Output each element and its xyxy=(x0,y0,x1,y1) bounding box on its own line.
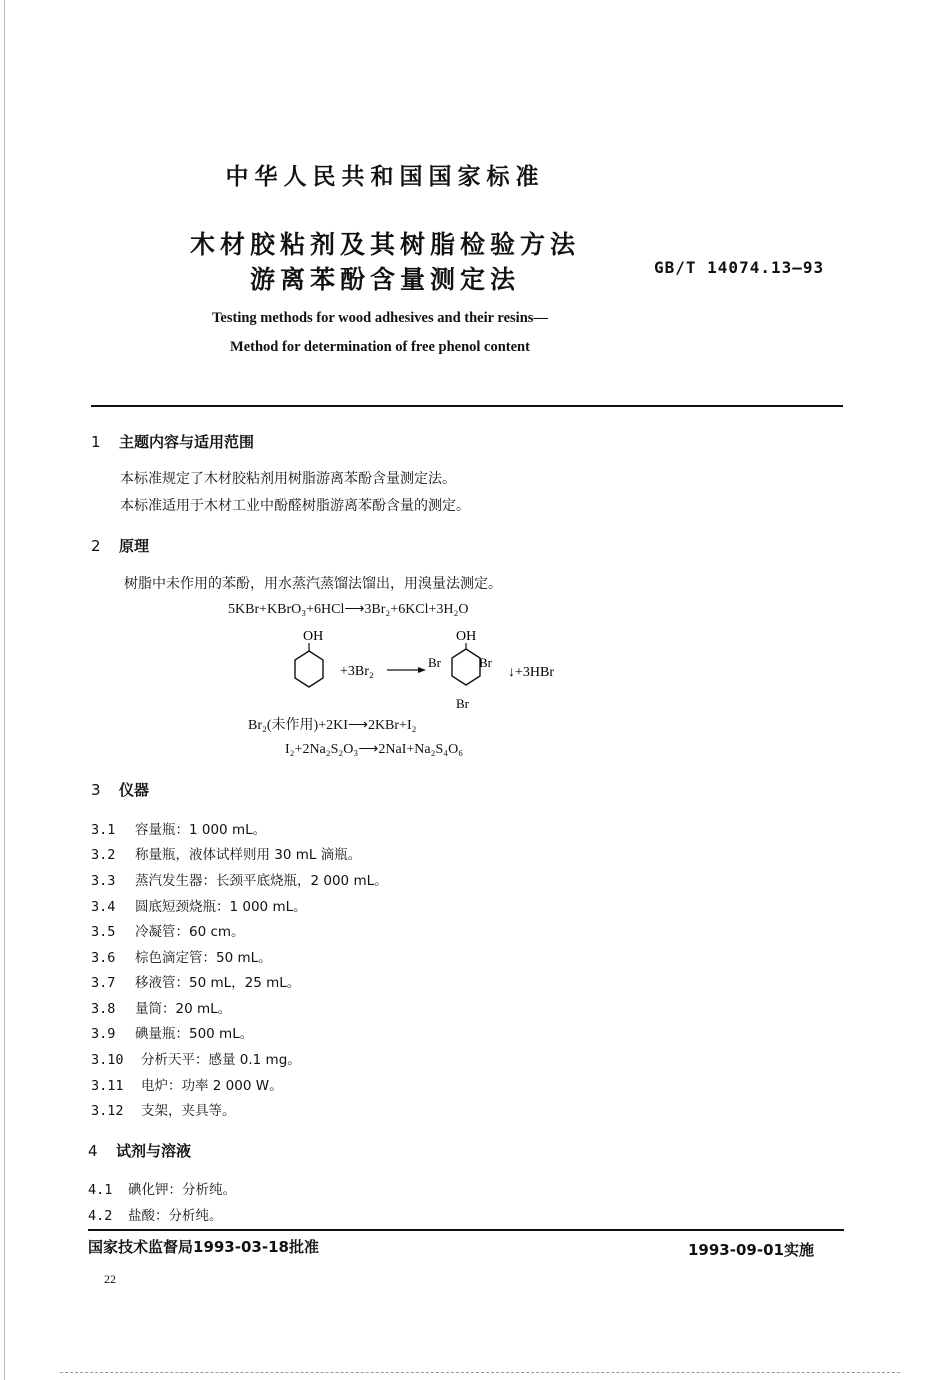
item-text: 分析天平：感量 0.1 mg。 xyxy=(141,1052,301,1068)
oh-right-label: OH xyxy=(456,629,477,644)
item-number: 3.7 xyxy=(91,975,116,991)
title-en-line2: Method for determination of free phenol content xyxy=(230,339,530,355)
section-3-heading xyxy=(91,779,149,800)
list-item xyxy=(91,843,361,863)
equation-3: Br₂(未作用)+2KI⟶2KBr+I₂ xyxy=(248,718,417,733)
plus-bromine: +3Br₂ xyxy=(340,664,374,679)
equation-1: 5KBr+KBrO₃+6HCl⟶3Br₂+6KCl+3H₂O xyxy=(228,602,469,617)
item-number: 3.5 xyxy=(91,924,116,940)
list-item xyxy=(91,971,300,991)
item-number: 3.8 xyxy=(91,1001,116,1017)
bromination-reaction-diagram xyxy=(270,620,590,715)
item-number: 3.9 xyxy=(91,1026,116,1042)
section-title: 试剂与溶液 xyxy=(116,1142,192,1160)
item-text: 棕色滴定管：50 mL。 xyxy=(135,950,272,966)
benzene-ring-left xyxy=(295,651,323,687)
list-item xyxy=(91,997,231,1017)
section-title: 主题内容与适用范围 xyxy=(119,433,255,451)
section-number: 3 xyxy=(91,781,101,799)
item-text: 称量瓶，液体试样则用 30 mL 滴瓶。 xyxy=(135,847,362,863)
item-text: 盐酸：分析纯。 xyxy=(128,1208,223,1224)
title-en-line1: Testing methods for wood adhesives and their resins— xyxy=(212,310,548,326)
title-cn-line1: 木材胶粘剂及其树脂检验方法 xyxy=(189,230,580,259)
section-number: 4 xyxy=(88,1142,98,1160)
section-1-para-1: 本标准规定了木材胶粘剂用树脂游离苯酚含量测定法。 xyxy=(120,471,456,487)
standard-code: GB/T 14074.13—93 xyxy=(654,258,825,277)
list-item xyxy=(88,1178,236,1198)
section-1-para-2: 本标准适用于木材工业中酚醛树脂游离苯酚含量的测定。 xyxy=(120,498,470,514)
list-item xyxy=(91,869,388,889)
national-standard-heading: 中华人民共和国国家标准 xyxy=(225,164,545,190)
list-item xyxy=(91,818,266,838)
list-item xyxy=(91,895,307,915)
item-number: 4.2 xyxy=(88,1208,113,1224)
list-item xyxy=(91,1022,253,1042)
item-text: 移液管：50 mL，25 mL。 xyxy=(135,975,301,991)
approval-date: 国家技术监督局1993-03-18批准 xyxy=(88,1238,319,1256)
item-text: 蒸汽发生器：长颈平底烧瓶，2 000 mL。 xyxy=(135,873,388,889)
item-number: 3.1 xyxy=(91,822,116,838)
list-item xyxy=(91,1074,283,1094)
title-cn-line2: 游离苯酚含量测定法 xyxy=(249,265,520,294)
benzene-ring-right xyxy=(452,649,480,685)
item-number: 4.1 xyxy=(88,1182,113,1198)
header-divider xyxy=(91,405,843,407)
item-number: 3.10 xyxy=(91,1052,124,1068)
section-1-heading xyxy=(91,431,254,452)
br-left-label: Br xyxy=(428,655,441,670)
page-number: 22 xyxy=(104,1272,116,1286)
item-text: 量筒：20 mL。 xyxy=(135,1001,232,1017)
item-text: 圆底短颈烧瓶：1 000 mL。 xyxy=(135,899,307,915)
item-number: 3.11 xyxy=(91,1078,124,1094)
section-number: 1 xyxy=(91,433,101,451)
item-number: 3.2 xyxy=(91,847,116,863)
item-number: 3.3 xyxy=(91,873,116,889)
equation-4: I₂+2Na₂S₂O₃⟶2NaI+Na₂S₄O₆ xyxy=(285,742,464,757)
item-text: 碘化钾：分析纯。 xyxy=(128,1182,236,1198)
section-4-heading xyxy=(88,1140,191,1161)
section-title: 仪器 xyxy=(119,781,150,799)
section-2-heading xyxy=(91,535,149,556)
section-number: 2 xyxy=(91,537,101,555)
br-bottom-label: Br xyxy=(456,696,469,711)
item-text: 冷凝管：60 cm。 xyxy=(135,924,245,940)
section-2-para: 树脂中未作用的苯酚，用水蒸汽蒸馏法馏出，用溴量法测定。 xyxy=(124,576,502,592)
item-text: 容量瓶：1 000 mL。 xyxy=(135,822,267,838)
list-item xyxy=(88,1204,223,1224)
oh-left-label: OH xyxy=(303,629,324,644)
br-right-label: Br xyxy=(479,655,492,670)
item-text: 碘量瓶：500 mL。 xyxy=(135,1026,254,1042)
list-item xyxy=(91,1048,301,1068)
scan-edge xyxy=(4,0,5,1380)
item-text: 支架，夹具等。 xyxy=(141,1103,236,1119)
reaction-arrow-head xyxy=(418,667,426,673)
item-number: 3.4 xyxy=(91,899,116,915)
scan-bottom-edge xyxy=(60,1372,900,1373)
list-item xyxy=(91,1099,236,1119)
item-number: 3.12 xyxy=(91,1103,124,1119)
item-number: 3.6 xyxy=(91,950,116,966)
item-text: 电炉：功率 2 000 W。 xyxy=(141,1078,283,1094)
reaction-products: ↓+3HBr xyxy=(508,665,555,680)
section-title: 原理 xyxy=(119,537,150,555)
list-item xyxy=(91,920,245,940)
effective-date: 1993-09-01实施 xyxy=(688,1241,814,1259)
footer-divider xyxy=(88,1229,844,1231)
list-item xyxy=(91,946,272,966)
